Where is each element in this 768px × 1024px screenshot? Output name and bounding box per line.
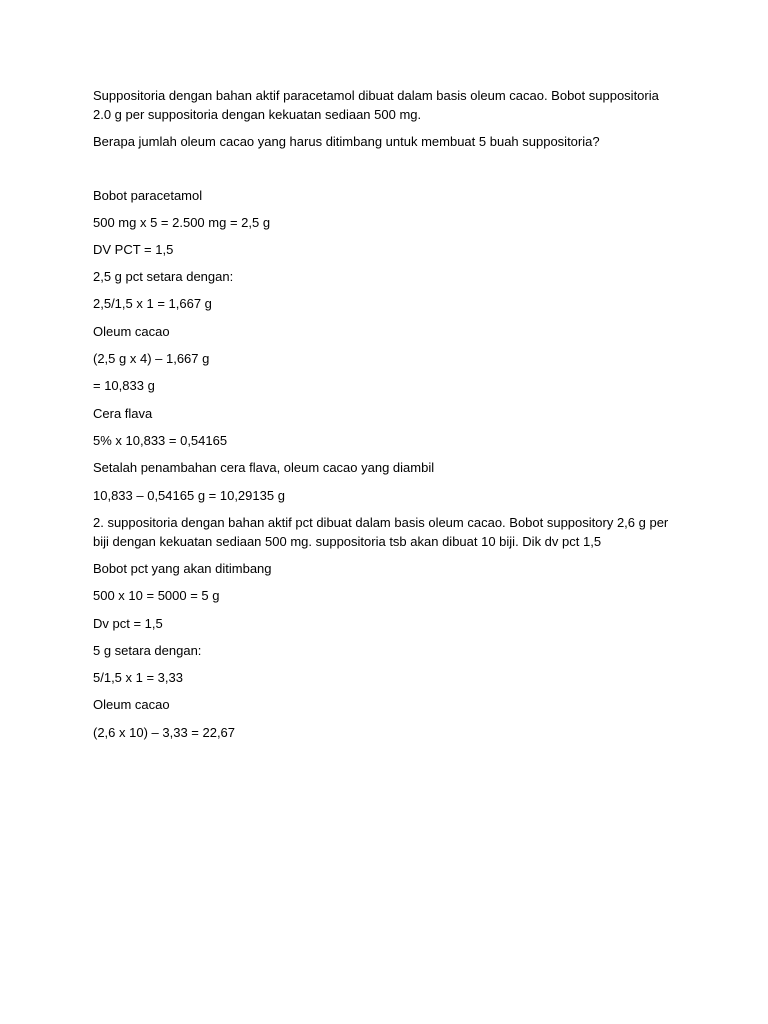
intro-line-2: 2.0 g per suppositoria dengan kekuatan sediaan 500 mg. (93, 107, 422, 122)
text-line: Oleum cacao (93, 697, 170, 712)
text-line: 500 mg x 5 = 2.500 mg = 2,5 g (93, 215, 271, 230)
text-line: Setalah penambahan cera flava, oleum cacao yang diambil (93, 460, 435, 475)
text-line: DV PCT = 1,5 (93, 242, 174, 257)
text-line: Cera flava (93, 406, 153, 421)
text-line: 5 g setara dengan: (93, 643, 202, 658)
question-text: Berapa jumlah oleum cacao yang harus ditimbang untuk membuat 5 buah suppositoria? (93, 134, 600, 149)
text-line: Oleum cacao (93, 324, 170, 339)
text-line: 500 x 10 = 5000 = 5 g (93, 588, 220, 603)
text-line: Bobot paracetamol (93, 188, 203, 203)
text-line: 5% x 10,833 = 0,54165 (93, 433, 228, 448)
problem2-line-2: biji dengan kekuatan sediaan 500 mg. suppositoria tsb akan dibuat 10 biji. Dik dv pct 1,5 (93, 534, 602, 549)
text-line: 5/1,5 x 1 = 3,33 (93, 670, 183, 685)
text-line: (2,6 x 10) – 3,33 = 22,67 (93, 725, 236, 740)
text-line: (2,5 g x 4) – 1,667 g (93, 351, 210, 366)
text-line: 2,5 g pct setara dengan: (93, 269, 234, 284)
text-line: 10,833 – 0,54165 g = 10,29135 g (93, 488, 285, 503)
intro-line-1: Suppositoria dengan bahan aktif paracetamol dibuat dalam basis oleum cacao. Bobot suppositoria (93, 88, 659, 103)
text-line: Bobot pct yang akan ditimbang (93, 561, 272, 576)
text-line: = 10,833 g (93, 378, 155, 393)
text-line: Dv pct = 1,5 (93, 616, 163, 631)
problem2-line-1: 2. suppositoria dengan bahan aktif pct dibuat dalam basis oleum cacao. Bobot suppository 2,6 g per (93, 515, 669, 530)
text-line: 2,5/1,5 x 1 = 1,667 g (93, 296, 212, 311)
